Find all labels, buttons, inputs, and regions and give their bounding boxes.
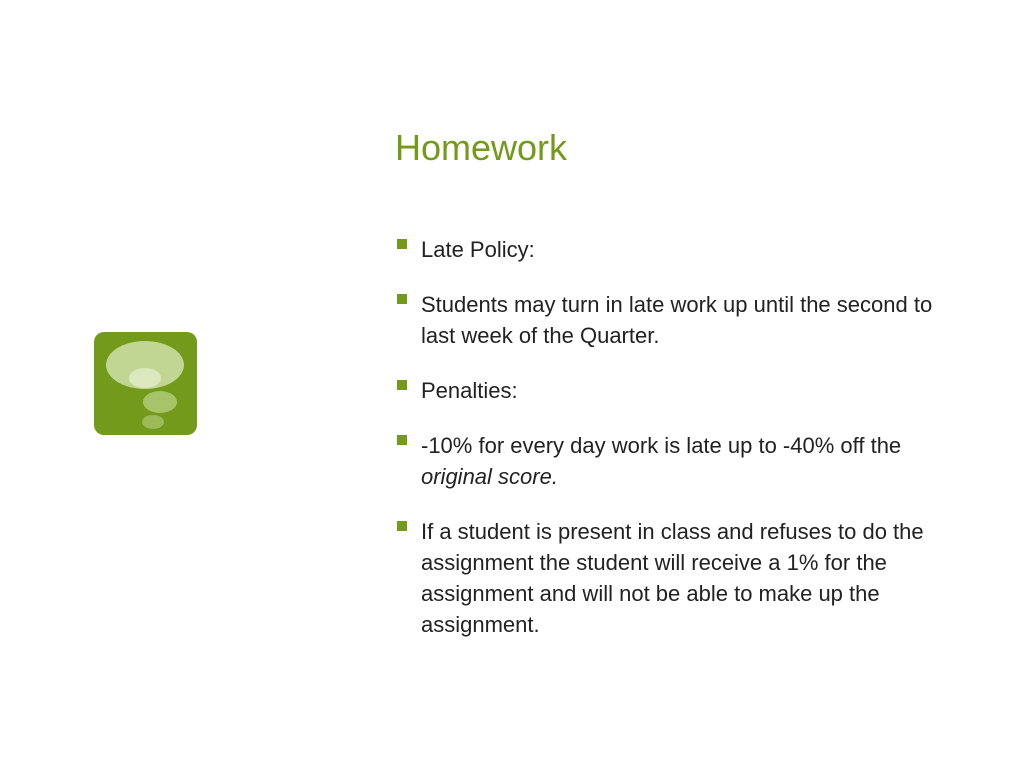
square-bullet-icon bbox=[397, 380, 407, 390]
bullet-text: Penalties: bbox=[421, 378, 518, 403]
bullet-item bbox=[397, 375, 937, 406]
square-bullet-icon bbox=[397, 521, 407, 531]
bullet-emphasis-text: original score. bbox=[421, 464, 558, 489]
bullet-text: -10% for every day work is late up to -40% off the bbox=[421, 433, 902, 458]
square-bullet-icon bbox=[397, 294, 407, 304]
bullet-text: If a student is present in class and refuses to do the assignment the student will receive a 1% for the assignment and will not be able to make up the assignment. bbox=[421, 519, 924, 637]
square-bullet-icon bbox=[397, 435, 407, 445]
slide-title: Homework bbox=[395, 127, 568, 168]
bullet-item bbox=[397, 516, 937, 640]
bullet-text: Late Policy: bbox=[421, 237, 535, 262]
bullet-list bbox=[397, 234, 937, 664]
thought-bubble-icon bbox=[94, 332, 197, 435]
bullet-item bbox=[397, 430, 937, 492]
bullet-item bbox=[397, 234, 937, 265]
bullet-item bbox=[397, 289, 937, 351]
square-bullet-icon bbox=[397, 239, 407, 249]
bullet-text: Students may turn in late work up until the second to last week of the Quarter. bbox=[421, 292, 933, 348]
